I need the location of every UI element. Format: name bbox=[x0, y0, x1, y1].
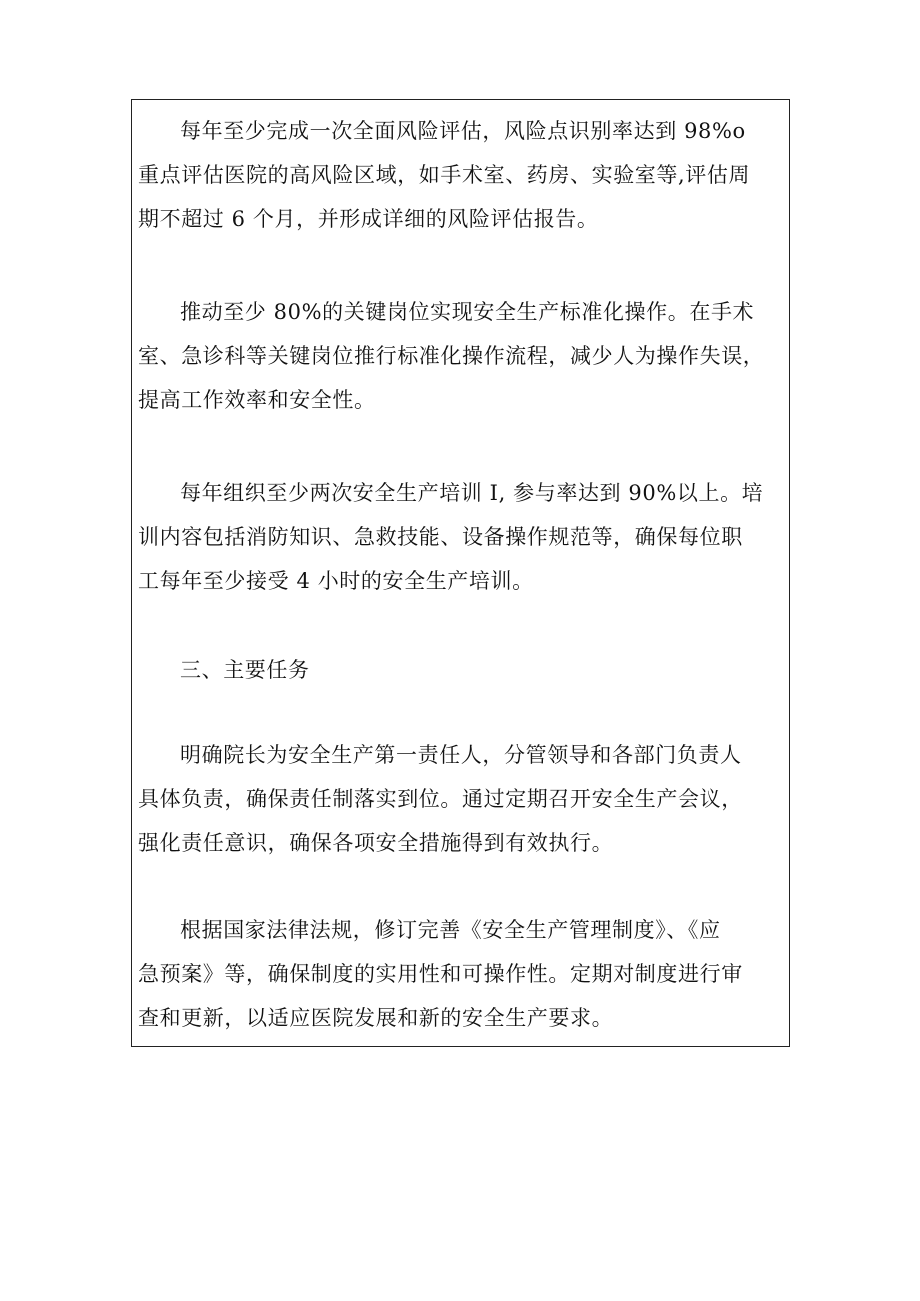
text-line: 训内容包括消防知识、急救技能、设备操作规范等，确保每位职 bbox=[138, 525, 743, 549]
text-line: 推动至少 80%的关键岗位实现安全生产标准化操作。在手术 bbox=[180, 300, 755, 324]
text-line: 重点评估医院的高风险区域，如手术室、药房、实验室等,评估周 bbox=[138, 163, 751, 187]
text-line: 具体负责，确保责任制落实到位。通过定期召开安全生产会议， bbox=[138, 787, 743, 811]
text-line: 强化责任意识，确保各项安全措施得到有效执行。 bbox=[138, 831, 614, 855]
text-line: 查和更新，以适应医院发展和新的安全生产要求。 bbox=[138, 1006, 614, 1030]
text-line: 工每年至少接受 4 小时的安全生产培训。 bbox=[138, 569, 534, 593]
text-line: 急预案》等，确保制度的实用性和可操作性。定期对制度进行审 bbox=[138, 962, 743, 986]
text-line: 明确院长为安全生产第一责任人，分管领导和各部门负责人 bbox=[180, 743, 742, 767]
text-line: 室、急诊科等关键岗位推行标准化操作流程，减少人为操作失误， bbox=[138, 344, 765, 368]
section-heading: 三、主要任务 bbox=[180, 658, 310, 682]
text-line: 期不超过 6 个月，并形成详细的风险评估报告。 bbox=[138, 207, 599, 231]
text-line: 每年组织至少两次安全生产培训 I, 参与率达到 90%以上。培 bbox=[180, 481, 764, 505]
text-line: 提高工作效率和安全性。 bbox=[138, 388, 376, 412]
text-line: 根据国家法律法规，修订完善《安全生产管理制度》、《应 bbox=[180, 918, 721, 942]
text-line: 每年至少完成一次全面风险评估，风险点识别率达到 98%o bbox=[180, 119, 746, 143]
document-frame bbox=[131, 99, 790, 1047]
